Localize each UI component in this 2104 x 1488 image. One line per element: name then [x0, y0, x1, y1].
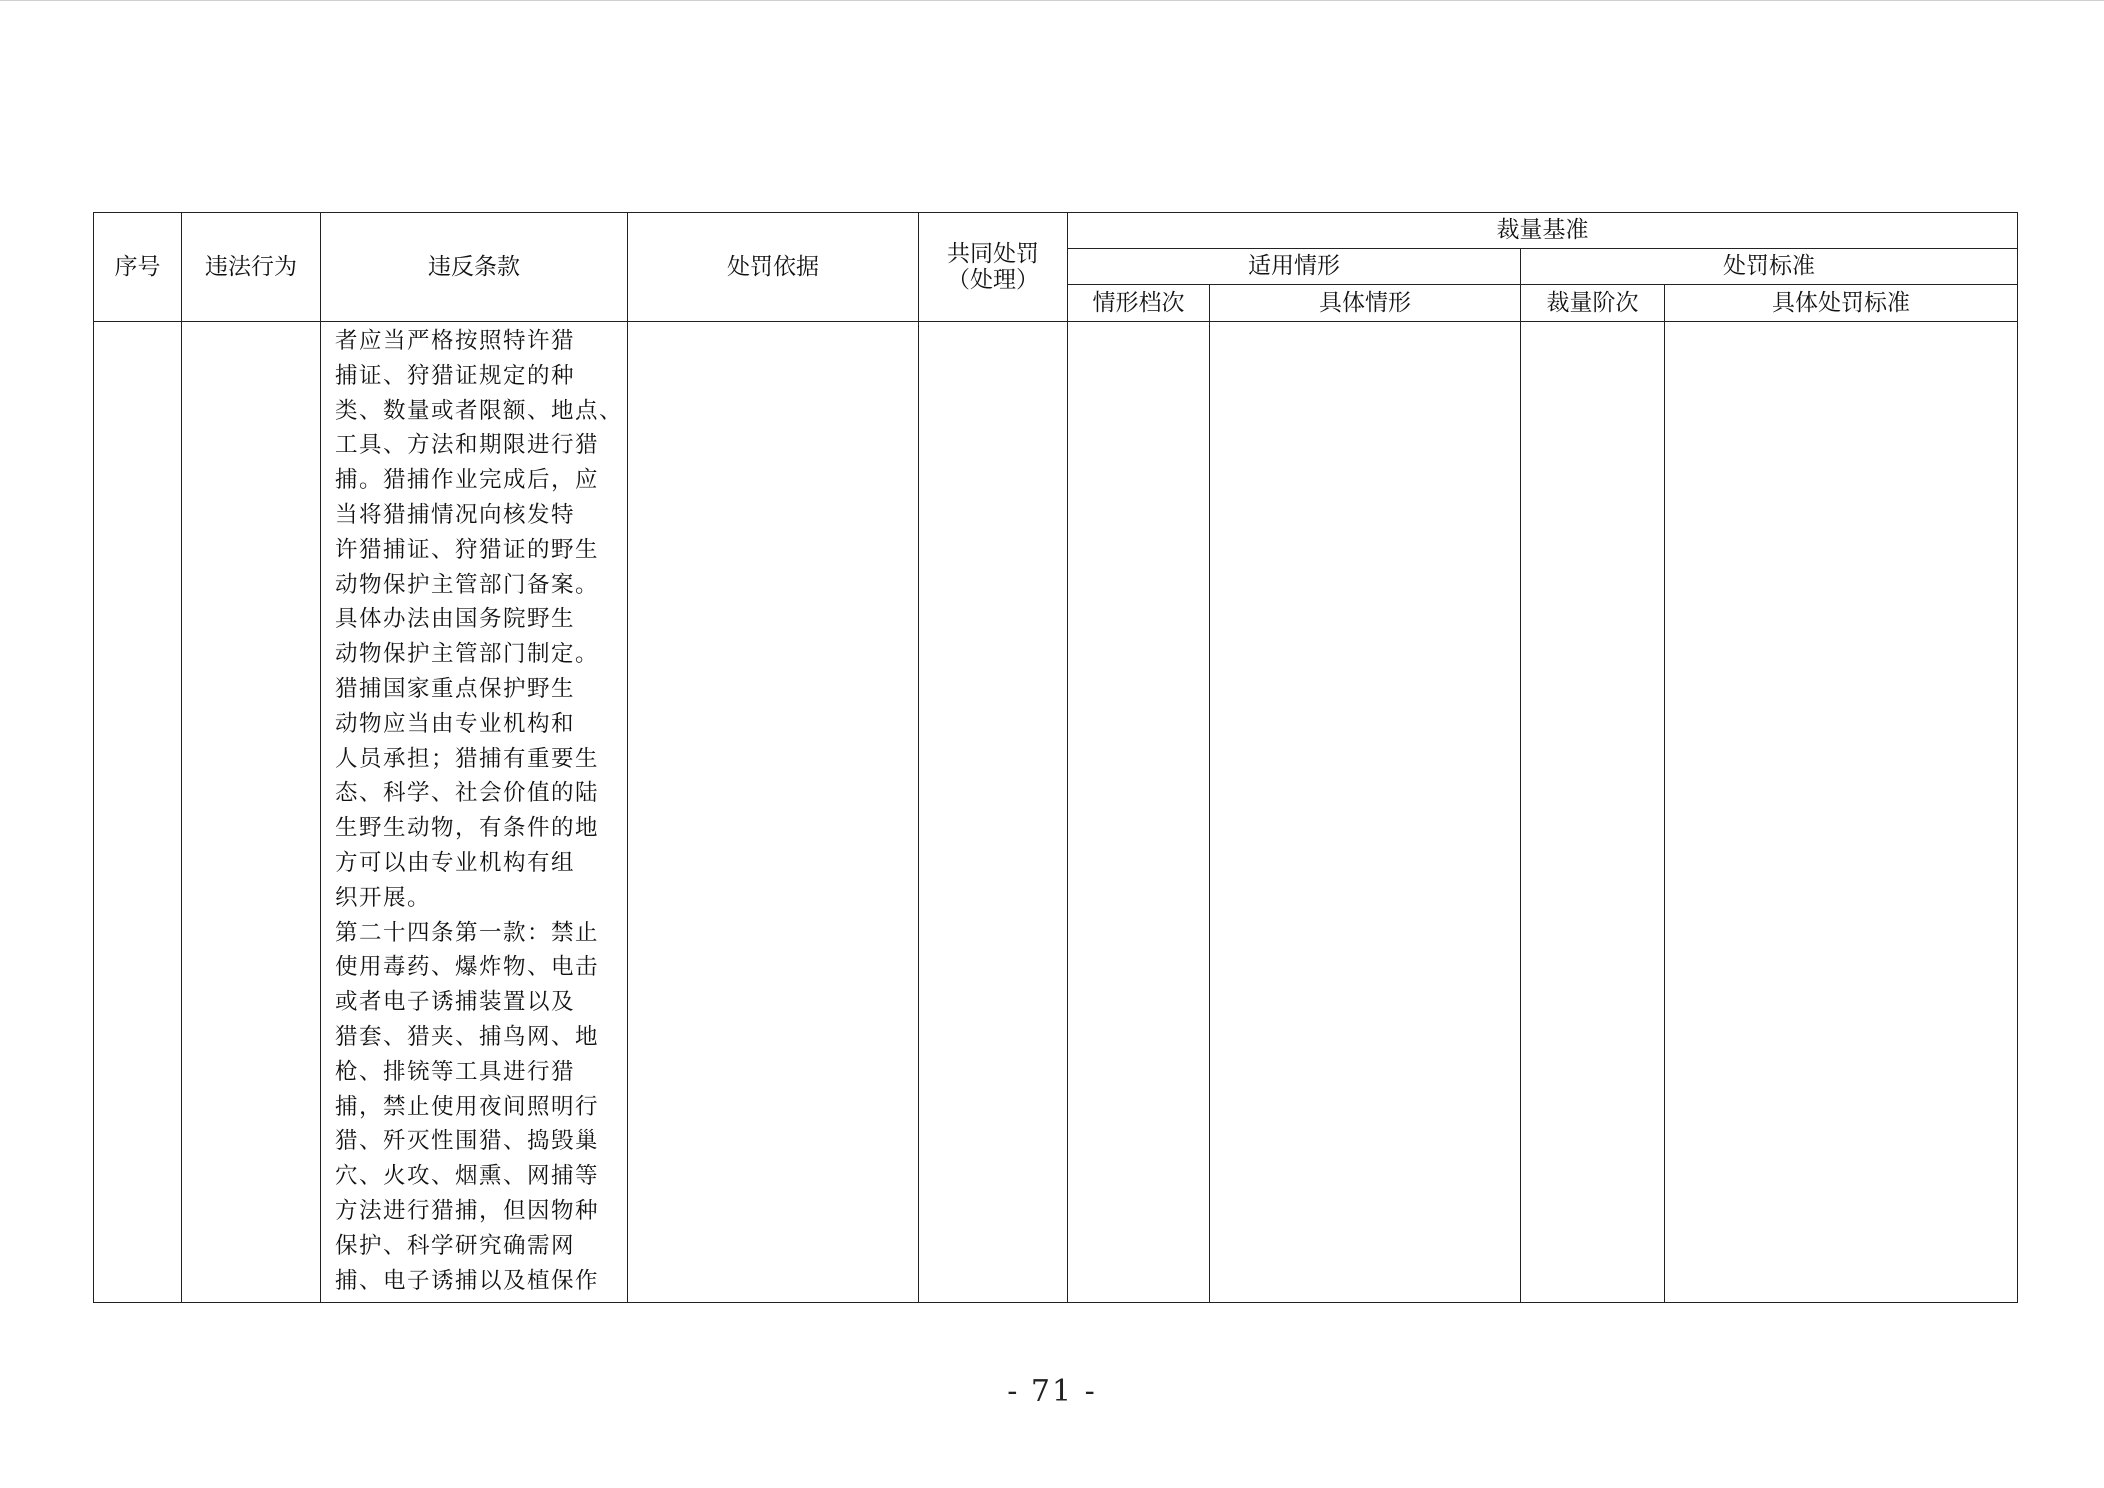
cell-discretion-level	[1521, 322, 1665, 1303]
page-number: - 71 -	[1007, 1374, 1097, 1409]
cell-clause-text: 者应当严格按照特许猎 捕证、狩猎证规定的种 类、数量或者限额、地点、 工具、方法和期限进行猎 捕。猎捕作业完成后，应 当将猎捕情况向核发特 许猎捕证、狩猎证的野生 动物保护主管部门备案。 具体办法由国务院野生 动物保护主管部门制定。 猎捕国家重点保护野生 动物应当由专业机构和 人员承担；猎捕有重要生 态、科学、社会价值的陆 生野生动物，有条件的地 方可以由专业机构有组 织开展。 第二十四条第一款：禁止 使用毒药、爆炸物、电击 或者电子诱捕装置以及 猎套、猎夹、捕鸟网、地 枪、排铳等工具进行猎 捕，禁止使用夜间照明行 猎、歼灭性围猎、捣毁巢 穴、火攻、烟熏、网捕等 方法进行猎捕，但因物种 保护、科学研究确需网 捕、电子诱捕以及植保作	[321, 322, 628, 1303]
page-top-border	[0, 0, 2104, 1]
header-discretion-level: 裁量阶次	[1521, 285, 1665, 322]
cell-circumstance-level	[1068, 322, 1210, 1303]
cell-specific-penalty-standard	[1665, 322, 2018, 1303]
header-specific-circumstances: 具体情形	[1210, 285, 1521, 322]
header-clause: 违反条款	[321, 213, 628, 322]
header-applicable-circumstances: 适用情形	[1068, 249, 1521, 285]
cell-violation	[182, 322, 321, 1303]
cell-basis	[628, 322, 919, 1303]
header-violation: 违法行为	[182, 213, 321, 322]
header-seq: 序号	[94, 213, 182, 322]
header-basis: 处罚依据	[628, 213, 919, 322]
cell-seq	[94, 322, 182, 1303]
cell-joint-penalty	[919, 322, 1068, 1303]
header-circumstance-level: 情形档次	[1068, 285, 1210, 322]
header-penalty-standard: 处罚标准	[1521, 249, 2018, 285]
penalty-discretion-table	[93, 212, 2018, 1303]
cell-specific-circumstances	[1210, 322, 1521, 1303]
table-row	[94, 322, 2018, 1303]
header-specific-penalty-standard: 具体处罚标准	[1665, 285, 2018, 322]
header-discretion-standard: 裁量基准	[1068, 213, 2018, 249]
header-joint-penalty: 共同处罚 （处理）	[919, 213, 1068, 322]
